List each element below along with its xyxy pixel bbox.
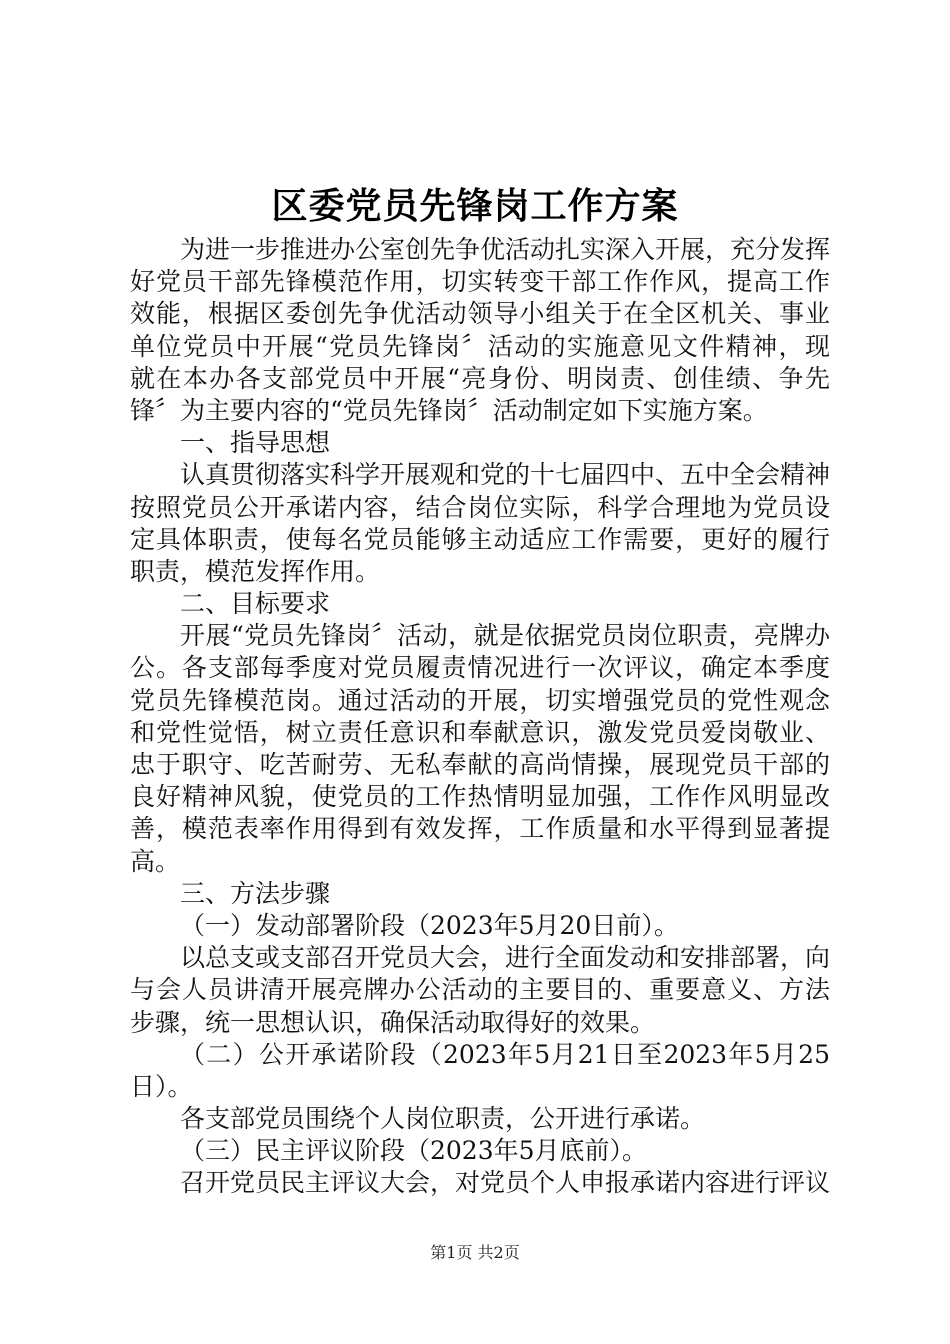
paragraph-line: 职责，模范发挥作用。 [130,556,381,586]
section-heading: 三、方法步骤 [180,878,331,908]
subsection-heading-continued: 日）。 [130,1071,193,1101]
paragraph-line: 为进一步推进办公室创先争优活动扎实深入开展，充分发挥 [180,235,830,264]
paragraph-line: 良好精神风貌，使党员的工作热情明显加强，工作作风明显改 [130,782,830,812]
paragraph-line: 定具体职责，使每名党员能够主动适应工作需要，更好的履行 [130,524,830,554]
subsection-heading: （一）发动部署阶段（2023年5月20日前）。 [180,910,679,940]
paragraph-line: 党员先锋模范岗。通过活动的开展，切实增强党员的党性观念 [130,685,830,715]
paragraph-line: 召开党员民主评议大会，对党员个人申报承诺内容进行评议 [180,1168,830,1198]
paragraph-line: 好党员干部先锋模范作用，切实转变干部工作作风，提高工作 [130,267,830,297]
paragraph-line: 开展“党员先锋岗〞活动，就是依据党员岗位职责，亮牌办 [180,621,830,651]
paragraph-line: 步骤，统一思想认识，确保活动取得好的效果。 [130,1007,656,1037]
paragraph-line: 锋〞为主要内容的“党员先锋岗〞活动制定如下实施方案。 [130,395,768,425]
paragraph-line: 各支部党员围绕个人岗位职责，公开进行承诺。 [180,1104,706,1134]
paragraph-line: 善，模范表率作用得到有效发挥，工作质量和水平得到显著提 [130,814,830,844]
paragraph-line: 单位党员中开展“党员先锋岗〞活动的实施意见文件精神，现 [130,331,830,361]
paragraph-line: 效能，根据区委创先争优活动领导小组关于在全区机关、事业 [130,299,830,329]
section-heading: 一、指导思想 [180,428,331,458]
document-title: 区委党员先锋岗工作方案 [271,186,679,227]
paragraph-line: 与会人员讲清开展亮牌办公活动的主要目的、重要意义、方法 [130,975,830,1005]
subsection-heading: （三）民主评议阶段（2023年5月底前）。 [180,1136,648,1166]
paragraph-line: 以总支或支部召开党员大会，进行全面发动和安排部署，向 [180,943,830,973]
paragraph-line: 和党性觉悟，树立责任意识和奉献意识，激发党员爱岗敬业、 [130,717,830,747]
section-heading: 二、目标要求 [180,589,331,619]
paragraph-line: 忠于职守、吃苦耐劳、无私奉献的高尚情操，展现党员干部的 [130,750,830,779]
paragraph-line: 公。各支部每季度对党员履责情况进行一次评议，确定本季度 [130,653,830,683]
paragraph-line: 按照党员公开承诺内容，结合岗位实际，科学合理地为党员设 [130,492,830,522]
subsection-heading: （二）公开承诺阶段（2023年5月21日至2023年5月25 [180,1039,830,1069]
page-footer: 第1页 共2页 [430,1243,520,1262]
document-body [130,234,830,1200]
paragraph-line: 就在本办各支部党员中开展“亮身份、明岗责、创佳绩、争先 [130,363,830,393]
paragraph-line: 高。 [130,846,181,876]
paragraph-line: 认真贯彻落实科学开展观和党的十七届四中、五中全会精神 [180,460,830,490]
